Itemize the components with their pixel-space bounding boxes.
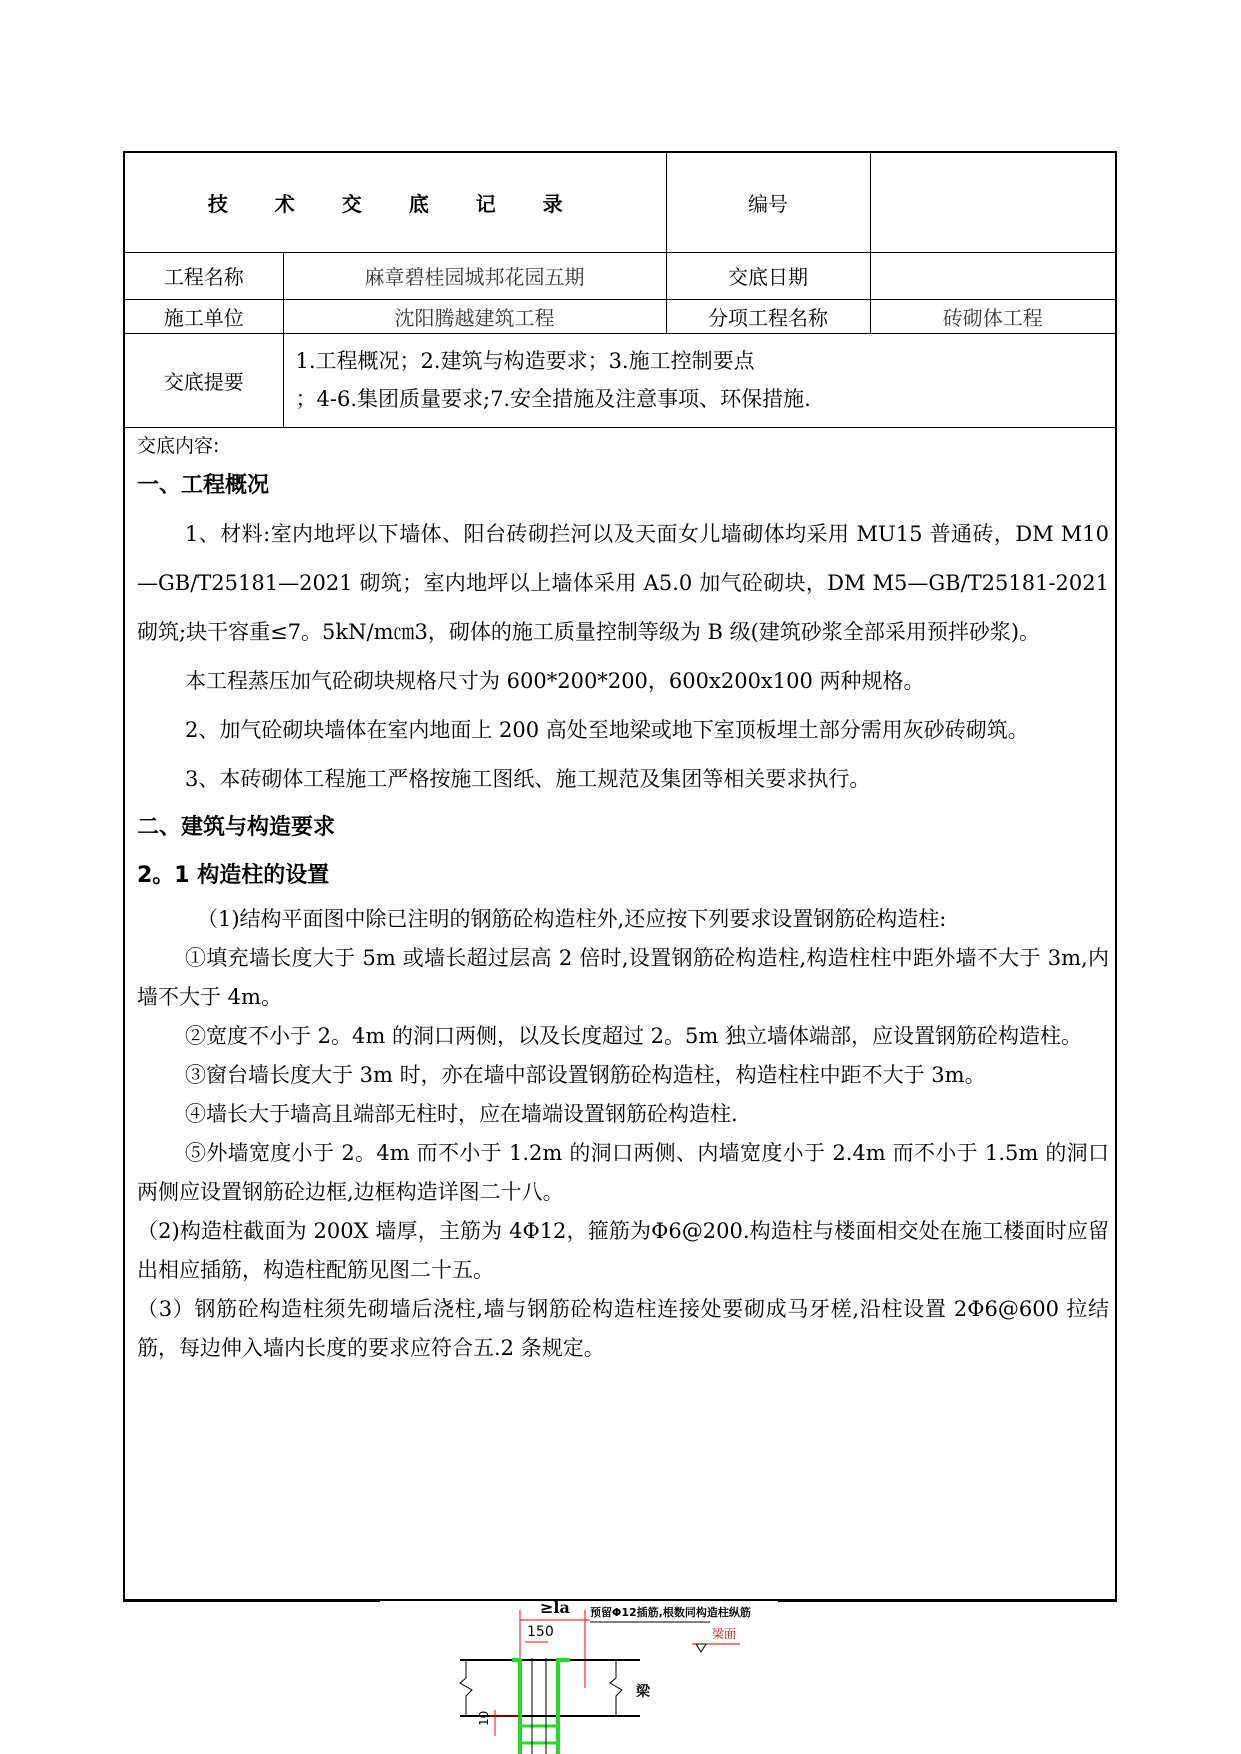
dim-150-label: 150 <box>527 1624 554 1640</box>
frame-bottom-left <box>123 1600 380 1602</box>
s1-paragraph-3: 2、加气砼砌块墙体在室内地面上 200 高处至地梁或地下室顶板埋土部分需用灰砂砖砌筑。 <box>185 718 1029 742</box>
project-name-value: 麻章碧桂园城邦花园五期 <box>283 252 666 299</box>
s2-paragraph-2: ①填充墙长度大于 5m 或墙长超过层高 2 倍时,设置钢筋砼构造柱,构造柱柱中距外墙不大于 3m,内墙不大于 4m。 <box>137 946 1109 1009</box>
s1-paragraph-4: 3、本砖砌体工程施工严格按施工图纸、施工规范及集团等相关要求执行。 <box>185 767 871 791</box>
dim-10-label: 10 <box>477 1710 491 1726</box>
number-label: 编号 <box>666 153 870 252</box>
number-value <box>870 153 1115 252</box>
beam-label: 梁 <box>636 1684 650 1700</box>
section-1-title: 一、工程概况 <box>137 473 270 498</box>
date-value <box>870 252 1115 299</box>
dowel-rebar-right <box>558 1660 570 1754</box>
s2-paragraph-7: （2)构造柱截面为 200X 墙厚，主筋为 4Φ12，箍筋为Φ6@200.构造柱与楼面相交处在施工楼面时应留出相应插筋，构造柱配筋见图二十五。 <box>137 1219 1109 1282</box>
header-table <box>125 153 1115 428</box>
s1-paragraph-2: 本工程蒸压加气砼砌块规格尺寸为 600*200*200，600x200x100 两种规格。 <box>185 669 925 693</box>
beam-face-label: 梁面 <box>712 1627 737 1641</box>
frame-bottom-right <box>778 1600 1117 1602</box>
summary-cell <box>283 333 1115 427</box>
anchor-length-label: ≥la <box>540 1598 570 1617</box>
s2-paragraph-8: （3）钢筋砼构造柱须先砌墙后浇柱,墙与钢筋砼构造柱连接处要砌成马牙槎,沿柱设置 2Φ6@600 拉结筋，每边伸入墙内长度的要求应符合五.2 条规定。 <box>137 1297 1109 1360</box>
s2-paragraph-4: ③窗台墙长度大于 3m 时，亦在墙中部设置钢筋砼构造柱，构造柱柱中距不大于 3m。 <box>185 1063 986 1087</box>
date-label: 交底日期 <box>666 252 870 299</box>
s1-paragraph-1: 1、材料:室内地坪以下墙体、阳台砖砌拦河以及天面女儿墙砌体均采用 MU15 普通砖，DM M10—GB/T25181—2021 砌筑；室内地坪以上墙体采用 A5.0 加气砼砌块，DM M5—GB/T25181-2021 砌筑;块干容重≤7。5kN/m㎝3，砌体的施工质量控制等级为 B 级(建筑砂浆全部采用预拌砂浆)。 <box>137 522 1109 644</box>
summary-line-1: 1.工程概况；2.建筑与构造要求；3.施工控制要点 <box>295 349 755 373</box>
project-name-label: 工程名称 <box>125 252 283 299</box>
break-line-left <box>460 1660 472 1716</box>
content-label: 交底内容: <box>137 435 220 457</box>
content-body <box>137 430 1109 1368</box>
dowel-rebar-left <box>512 1660 520 1754</box>
dowel-note: 预留Φ12插筋,根数同构造柱纵筋 <box>590 1606 751 1619</box>
section-2-1-title: 2。1 构造柱的设置 <box>137 863 330 888</box>
contractor-label: 施工单位 <box>125 299 283 333</box>
subitem-label: 分项工程名称 <box>666 299 870 333</box>
subitem-value: 砖砌体工程 <box>870 299 1115 333</box>
section-2-title: 二、建筑与构造要求 <box>137 815 336 840</box>
contractor-value: 沈阳腾越建筑工程 <box>283 299 666 333</box>
break-line-right <box>610 1660 622 1716</box>
summary-label: 交底提要 <box>125 333 283 427</box>
column-detail-drawing <box>440 1598 770 1754</box>
document-title: 技 术 交 底 记 录 <box>125 153 666 252</box>
elevation-marker <box>696 1644 706 1652</box>
s2-paragraph-6: ⑤外墙宽度小于 2。4m 而不小于 1.2m 的洞口两侧、内墙宽度小于 2.4m 而不小于 1.5m 的洞口两侧应设置钢筋砼边框,边框构造详图二十八。 <box>137 1141 1109 1204</box>
s2-paragraph-3: ②宽度不小于 2。4m 的洞口两侧，以及长度超过 2。5m 独立墙体端部，应设置钢筋砼构造柱。 <box>185 1024 1082 1048</box>
s2-paragraph-1: （1)结构平面图中除已注明的钢筋砼构造柱外,还应按下列要求设置钢筋砼构造柱: <box>197 907 947 931</box>
record-frame <box>123 151 1117 1601</box>
summary-line-2: ；4-6.集团质量要求;7.安全措施及注意事项、环保措施. <box>295 387 811 411</box>
s2-paragraph-5: ④墙长大于墙高且端部无柱时，应在墙端设置钢筋砼构造柱. <box>185 1102 738 1126</box>
